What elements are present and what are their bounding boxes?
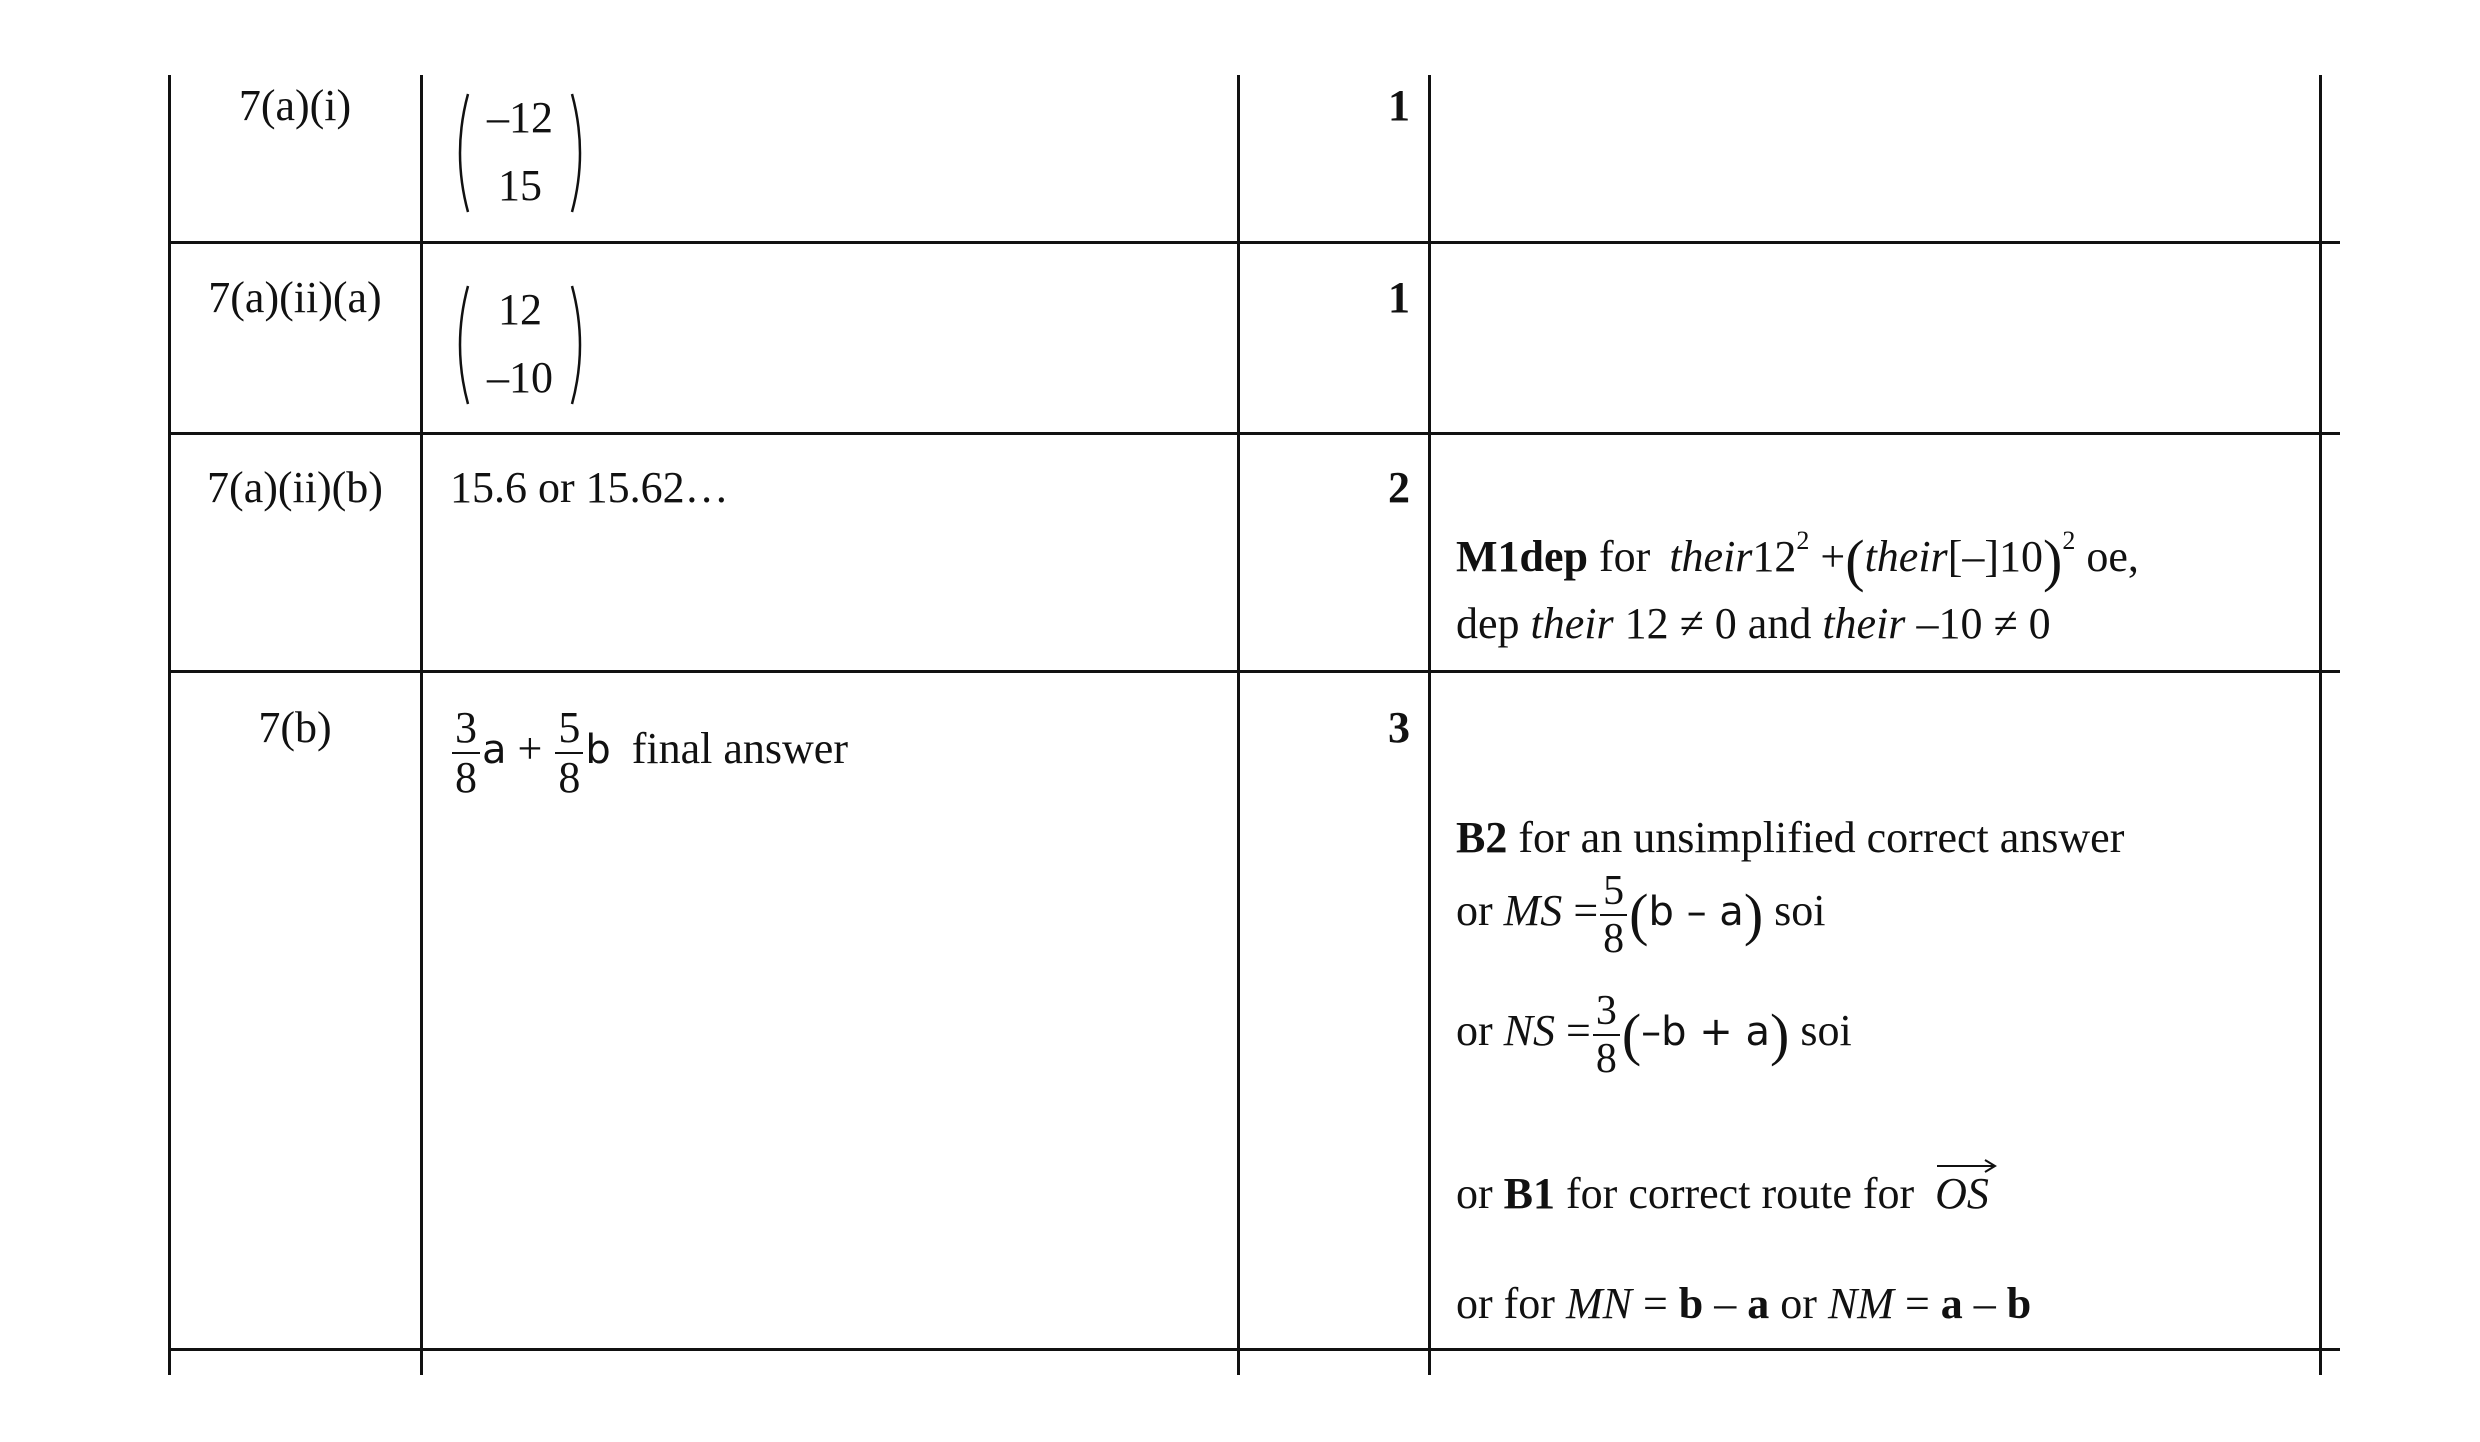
twelve-text: 12 [1752,532,1797,581]
plus-sign: + [1820,532,1846,581]
ns-label: NS [1503,1006,1556,1056]
square-superscript: 2 [2062,526,2076,555]
answer-column-vector [450,280,590,410]
answer-text: 15.6 or 15.62… [450,463,729,512]
their-text: their [1530,599,1614,648]
their-text: their [1864,532,1948,581]
dep-mid-text: 12 ≠ 0 and [1624,599,1812,648]
row-line-2 [168,432,2340,435]
b2-label: B2 [1456,813,1508,862]
minus-sign: – [1973,1279,1996,1328]
vector-top: –12 [487,93,553,142]
or-text: or [1780,1279,1817,1328]
col-line-mark [1237,75,1240,1375]
bracket-content: [–]10 [1947,532,2043,581]
col-line-left [168,75,171,1375]
equals-sign: = [1573,886,1599,936]
question-number: 7(b) [258,703,332,752]
soi-text: soi [1800,1006,1852,1056]
answer-expression [450,703,848,802]
guidance-mn-line [1456,1279,2032,1328]
vector-a-bold: a [1747,1279,1770,1328]
their-text: their [1822,599,1906,648]
guidance-ns-line [1456,990,1852,1080]
mark: 1 [1388,81,1410,130]
fraction-five-eighths: $\frac{5}{8}$ [1600,870,1627,960]
vector-a-bold: a [1940,1279,1963,1328]
question-number: 7(a)(ii)(b) [207,463,383,512]
minus-sign: – [1714,1279,1737,1328]
col-line-guidance [1428,75,1431,1375]
fraction-three-eighths: $\frac{3}{8}$ [452,706,480,800]
their-text: their [1669,532,1753,581]
square-superscript: 2 [1796,526,1810,555]
row-line-3 [168,670,2340,673]
or-for-text: or for [1456,1279,1555,1328]
m1dep-for: for [1599,532,1651,581]
col-line-right [2319,75,2322,1375]
answer-column-vector [450,88,590,218]
vector-arrow-icon [1935,1156,1999,1174]
equals-sign: = [1642,1279,1668,1328]
vector-b: b [585,727,611,774]
equals-sign: = [1566,1006,1591,1056]
oe-text: oe, [2086,532,2139,581]
question-number: 7(a)(i) [238,81,352,130]
col-line-answer [420,75,423,1375]
vector-b-bold: b [2006,1279,2032,1328]
open-paren: ( [1629,882,1649,947]
equals-sign: = [1904,1279,1930,1328]
os-label: OS [1935,1169,1989,1218]
soi-text: soi [1774,886,1826,936]
vector-b-bold: b [1678,1279,1704,1328]
ms-inner: b – a [1648,889,1744,936]
question-number: 7(a)(ii)(a) [208,273,382,322]
final-answer-text: final answer [631,724,848,774]
mark: 3 [1388,703,1410,752]
fraction-three-eighths: $\frac{3}{8}$ [1593,990,1620,1080]
nm-label: NM [1827,1279,1894,1328]
dep-text: dep [1456,599,1520,648]
mn-label: MN [1565,1279,1632,1328]
ms-label: MS [1503,886,1563,936]
b2-text: for an unsimplified correct answer [1518,813,2125,862]
os-vector [1935,1169,1989,1218]
vector-bottom: –10 [487,353,553,402]
guidance-m1dep-line [1456,526,2139,593]
guidance-ms-line [1456,870,1826,960]
mark: 1 [1388,273,1410,322]
dep-end-text: –10 ≠ 0 [1916,599,2051,648]
guidance-dep-line [1456,599,2051,648]
mark: 2 [1388,463,1410,512]
vector-a: a [482,727,507,774]
b1-text: for correct route for [1566,1169,1915,1218]
plus-sign: + [517,724,543,774]
vector-bottom: 15 [498,161,542,210]
ns-inner: –b + a [1641,1009,1771,1056]
open-paren: ( [1621,1002,1642,1067]
or-text: or [1456,1169,1493,1218]
b1-label: B1 [1503,1169,1556,1218]
or-text: or [1456,1006,1493,1056]
open-paren: ( [1845,527,1865,593]
or-text: or [1456,886,1493,936]
row-line-4 [168,1348,2340,1351]
close-paren: ) [2043,527,2063,593]
m1dep-label: M1dep [1456,532,1588,581]
close-paren: ) [1743,882,1764,947]
guidance-b1-line [1456,1169,1989,1218]
close-paren: ) [1770,1002,1790,1067]
vector-top: 12 [498,285,542,334]
fraction-five-eighths: $\frac{5}{8}$ [555,706,583,800]
guidance-b2-line [1456,813,2125,862]
row-line-1 [168,241,2340,244]
